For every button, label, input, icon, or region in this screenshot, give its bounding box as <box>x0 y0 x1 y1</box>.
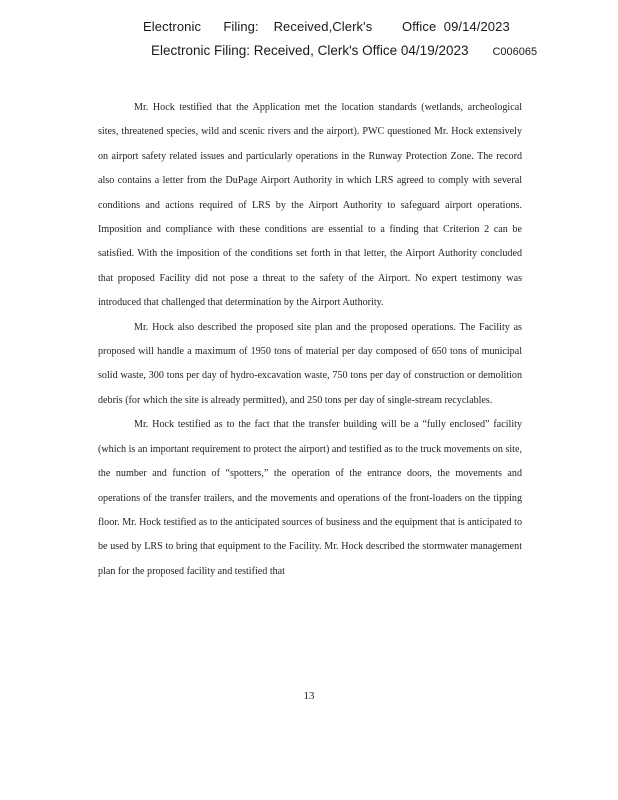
document-body <box>98 96 522 584</box>
paragraph-site-plan: Mr. Hock also described the proposed site plan and the proposed operations. The Facility as proposed will handle a maximum of 1950 tons of material per day composed of 650 tons of municipal solid waste, 300 tons per day of hydro-excavation waste, 750 tons per day of construction or demolition debris (for which the site is already permitted), and 250 tons per day of single-stream recyclables. <box>98 321 522 406</box>
document-code: C006065 <box>492 46 538 58</box>
paragraph-location-standards: Mr. Hock testified that the Application met the location standards (wetlands, archeological sites, threatened species, wild and scenic rivers and the airport). PWC questioned Mr. Hock extensively on airport safety related issues and particularly operations in the Runway Protection Zone. The record also contains a letter from the DuPage Airport Authority in which LRS agreed to comply with several conditions and actions required of LRS by the Airport Authority to safeguard airport operations. Imposition and compliance with these conditions are essential to a finding that Criterion 2 can be satisfied. With the imposition of the conditions set forth in that letter, the Airport Authority concluded that proposed Facility did not pose a threat to the safety of the Airport. No expert testimony was introduced that challenged that determination by the Airport Authority. <box>98 102 522 309</box>
filing-stamp-line-2 <box>151 43 537 58</box>
page-number: 13 <box>303 690 315 702</box>
paragraph-transfer-building: Mr. Hock testified as to the fact that the transfer building will be a “fully enclosed” facility (which is an important requirement to protect the airport) and testified as to the truck movements on site, the number and function of “spotters,” the operation of the entrance doors, the movements and operations of the transfer trailers, and the movements and operations of the front-loaders on the tipping floor. Mr. Hock testified as to the anticipated sources of business and the equipment that is anticipated to be used by LRS to bring that equipment to the Facility. Mr. Hock described the stormwater management plan for the proposed facility and testified that <box>98 419 522 577</box>
filing-stamp-text: Electronic Filing: Received, Clerk's Office 04/19/2023 <box>151 43 469 58</box>
filing-stamp-line-1: Electronic Filing: Received,Clerk's Office 09/14/2023 <box>143 19 510 34</box>
